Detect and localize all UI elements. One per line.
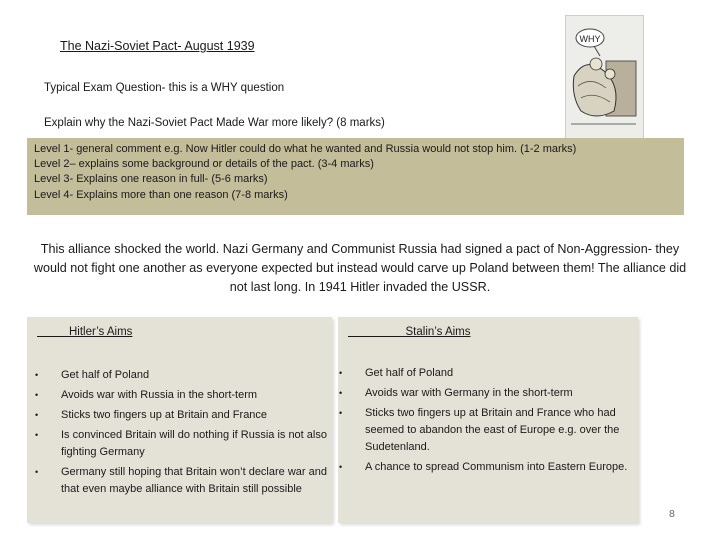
bullet-icon: • xyxy=(35,370,39,380)
list-item: • Avoids war with Russia in the short-term xyxy=(35,387,329,404)
bullet-icon: • xyxy=(339,368,343,378)
page-title: The Nazi-Soviet Pact- August 1939 xyxy=(60,39,255,53)
cartoon-illustration xyxy=(566,16,643,138)
list-item: • A chance to spread Communism into Eastern Europe. xyxy=(339,459,635,476)
bullet-icon: • xyxy=(339,388,343,398)
exam-question-text: Explain why the Nazi-Soviet Pact Made War more likely? (8 marks) xyxy=(44,117,385,129)
stalin-aims-list xyxy=(339,365,635,479)
bullet-icon: • xyxy=(35,430,39,440)
level-3: Level 3- Explains one reason in full- (5-6 marks) xyxy=(34,173,268,186)
bullet-icon: • xyxy=(35,467,39,477)
level-4: Level 4- Explains more than one reason (7-8 marks) xyxy=(34,188,288,201)
list-item: • Get half of Poland xyxy=(339,365,635,382)
hitler-aims-title: Hitler’s Aims xyxy=(68,326,133,338)
exam-question-note: Typical Exam Question- this is a WHY question xyxy=(44,82,285,94)
list-item: • Sticks two fingers up at Britain and France xyxy=(35,407,329,424)
level-1: Level 1- general comment e.g. Now Hitler could do what he wanted and Russia would not stop him. (1-2 marks) xyxy=(34,143,577,155)
hitler-aims-panel xyxy=(27,317,332,523)
level-2: Level 2– explains some background or details of the pact. (3-4 marks) xyxy=(34,158,374,171)
hitler-aims-list xyxy=(35,367,329,501)
list-item: • Avoids war with Germany in the short-term xyxy=(339,385,635,402)
bullet-icon: • xyxy=(35,410,39,420)
stalin-aims-panel xyxy=(338,317,638,523)
list-item: • Sticks two fingers up at Britain and France who had seemed to abandon the east of Europe e.g. over the Sudetenland. xyxy=(339,407,620,453)
bullet-icon: • xyxy=(339,408,343,418)
bullet-icon: • xyxy=(35,390,39,400)
page-number: 8 xyxy=(669,508,675,520)
mark-scheme-levels xyxy=(27,138,684,215)
bullet-icon: • xyxy=(339,462,343,472)
cartoon-caption: WHY xyxy=(579,34,601,44)
cartoon-image xyxy=(565,15,644,139)
list-item: • Is convinced Britain will do nothing if Russia is not also fighting Germany xyxy=(35,429,327,458)
list-item: • Germany still hoping that Britain won’t declare war and that even maybe alliance with Britain still possible xyxy=(35,466,327,495)
intro-paragraph: This alliance shocked the world. Nazi Germany and Communist Russia had signed a pact of Non-Aggression- they would not fight one another as everyone expected but instead would carve up Poland between them! The alliance did not last long. In 1941 Hitler invaded the USSR. xyxy=(33,242,687,294)
list-item: • Get half of Poland xyxy=(35,367,329,384)
stalin-aims-title: Stalin’s Aims xyxy=(405,326,471,338)
